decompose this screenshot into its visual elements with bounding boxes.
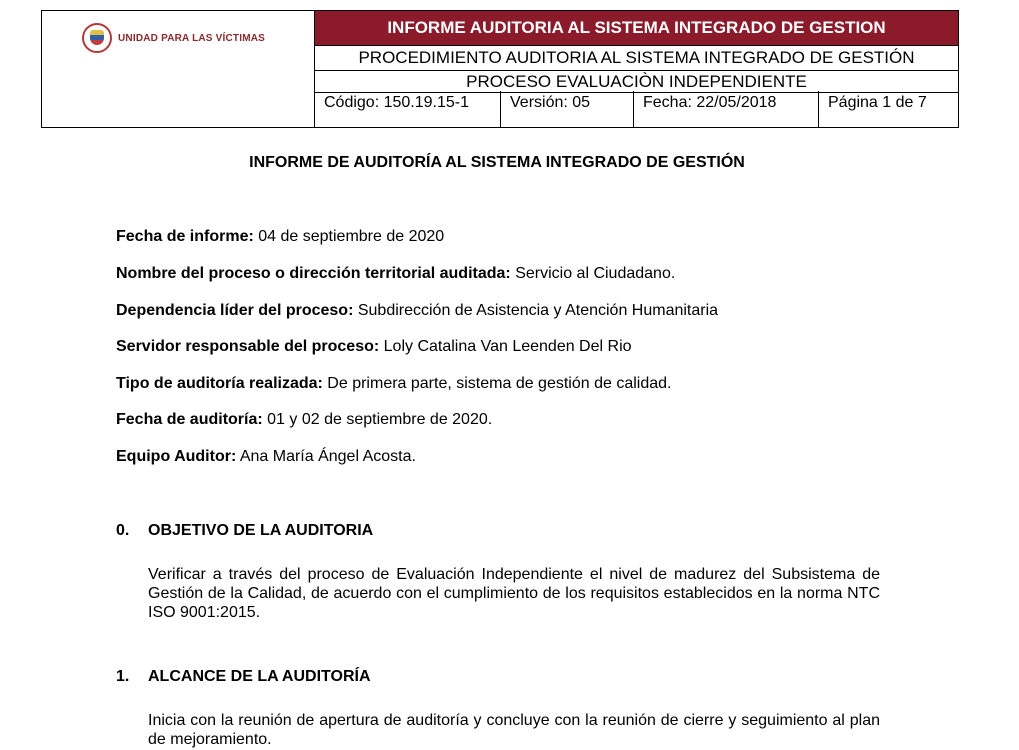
field-label: Tipo de auditoría realizada: (116, 375, 323, 392)
section-heading-scope (116, 668, 371, 686)
section-number: 1. (116, 668, 130, 685)
section-text-scope: Inicia con la reunión de apertura de auditoría y concluye con la reunión de cierre y seguimiento al plan de mejoramiento. (148, 712, 880, 748)
document-date: Fecha: 22/05/2018 (634, 91, 819, 127)
field-label: Fecha de auditoría: (116, 411, 263, 428)
section-title: OBJETIVO DE LA AUDITORIA (148, 522, 374, 539)
field-label: Servidor responsable del proceso: (116, 338, 380, 355)
field-value: De primera parte, sistema de gestión de calidad. (322, 375, 672, 392)
document-meta-row (315, 91, 958, 127)
field-label: Dependencia líder del proceso: (116, 302, 354, 319)
field-lead-dependency (116, 302, 718, 320)
logo-text: UNIDAD PARA LAS VÍCTIMAS (118, 32, 266, 44)
section-heading-objective (116, 522, 373, 540)
section-title: ALCANCE DE LA AUDITORÍA (148, 668, 371, 685)
field-responsible-servant (116, 338, 632, 356)
report-title: INFORME AUDITORIA AL SISTEMA INTEGRADO DE GESTION (315, 11, 958, 46)
field-report-date (116, 228, 444, 246)
field-value: Servicio al Ciudadano. (510, 265, 676, 282)
field-process-audited (116, 265, 675, 283)
procedure-name: PROCEDIMIENTO AUDITORIA AL SISTEMA INTEGRADO DE GESTIÓN (315, 46, 958, 71)
field-label: Equipo Auditor: (116, 448, 237, 465)
document-code: Código: 150.19.15-1 (315, 91, 501, 127)
colombia-seal-icon (82, 23, 112, 53)
field-audit-team (116, 448, 416, 466)
page-number: Página 1 de 7 (828, 94, 927, 111)
document-header-table (41, 10, 959, 128)
field-value: Ana María Ángel Acosta. (236, 448, 416, 465)
field-value: 04 de septiembre de 2020 (253, 228, 445, 245)
document-version: Versión: 05 (501, 91, 634, 127)
document-title: INFORME DE AUDITORÍA AL SISTEMA INTEGRADO DE GESTIÓN (249, 154, 745, 171)
process-name: PROCESO EVALUACIÒN INDEPENDIENTE (315, 71, 958, 93)
field-audit-type (116, 375, 671, 393)
field-value: Subdirección de Asistencia y Atención Humanitaria (353, 302, 719, 319)
section-number: 0. (116, 522, 130, 539)
field-audit-date (116, 411, 492, 429)
field-value: 01 y 02 de septiembre de 2020. (262, 411, 493, 428)
section-text-objective: Verificar a través del proceso de Evaluación Independiente el nivel de madurez del Subsistema de Gestión de la Calidad, de acuerdo con el cumplimiento de los requisitos establecidos en la norma NTC ISO 9001:2015. (148, 566, 880, 621)
field-label: Nombre del proceso o dirección territorial auditada: (116, 265, 511, 282)
logo-cell (42, 11, 315, 127)
unidad-victimas-logo (82, 23, 265, 53)
field-label: Fecha de informe: (116, 228, 254, 245)
field-value: Loly Catalina Van Leenden Del Rio (379, 338, 632, 355)
